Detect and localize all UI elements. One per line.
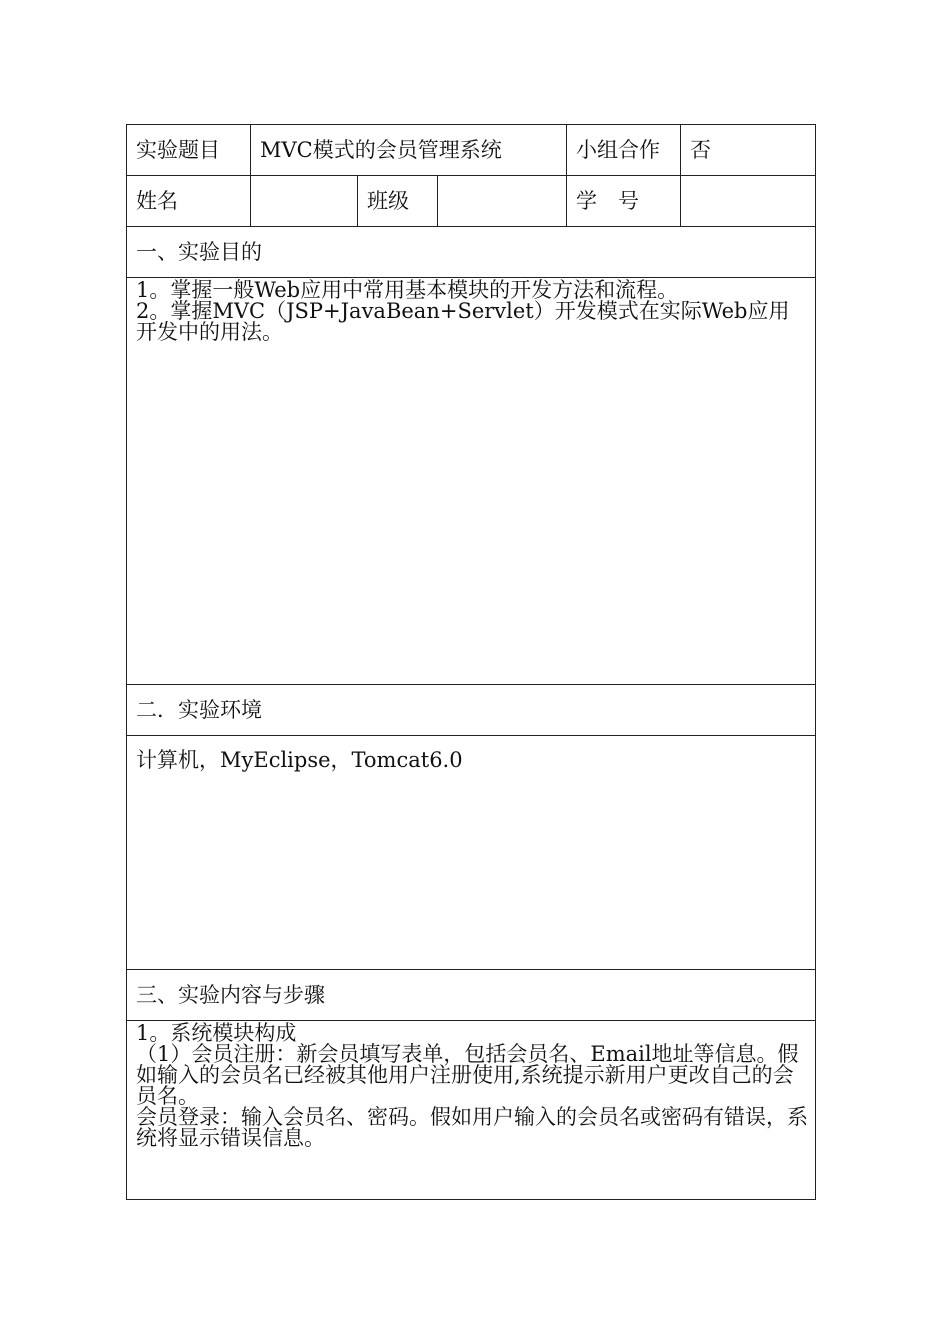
content-line-3: 会员登录：输入会员名、密码。假如用户输入的会员名或密码有错误，系统将显示错误信息。 bbox=[136, 1105, 808, 1150]
group-label: 小组合作 bbox=[567, 125, 681, 176]
content-heading-row bbox=[127, 970, 816, 1021]
experiment-report-form bbox=[126, 124, 815, 1200]
objective-body bbox=[127, 278, 816, 685]
environment-heading: 二．实验环境 bbox=[127, 685, 816, 736]
objective-heading: 一、实验目的 bbox=[127, 227, 816, 278]
title-row bbox=[127, 125, 816, 176]
student-info-row bbox=[127, 176, 816, 227]
objective-body-row bbox=[127, 278, 816, 685]
content-body-row bbox=[127, 1021, 816, 1200]
title-label: 实验题目 bbox=[127, 125, 251, 176]
class-label: 班级 bbox=[358, 176, 438, 227]
environment-body-row bbox=[127, 736, 816, 970]
group-value[interactable]: 否 bbox=[681, 125, 816, 176]
environment-body: 计算机，MyEclipse，Tomcat6.0 bbox=[127, 736, 816, 970]
class-value[interactable] bbox=[438, 176, 567, 227]
objective-line-2: 2。掌握MVC（JSP+JavaBean+Servlet）开发模式在实际Web应用开发中的用法。 bbox=[136, 299, 790, 344]
content-body bbox=[127, 1021, 816, 1200]
content-heading: 三、实验内容与步骤 bbox=[127, 970, 816, 1021]
content-line-2: （1）会员注册：新会员填写表单，包括会员名、Email地址等信息。假如输入的会员名已经被其他用户注册使用,系统提示新用户更改自己的会员名。 bbox=[136, 1042, 799, 1108]
objective-line-1: 1。掌握一般Web应用中常用基本模块的开发方法和流程。 bbox=[136, 278, 679, 302]
student-id-value[interactable] bbox=[681, 176, 816, 227]
content-line-1: 1。系统模块构成 bbox=[136, 1021, 297, 1045]
objective-heading-row bbox=[127, 227, 816, 278]
report-table bbox=[126, 124, 816, 1200]
environment-heading-row bbox=[127, 685, 816, 736]
student-id-label: 学 号 bbox=[567, 176, 681, 227]
name-label: 姓名 bbox=[127, 176, 251, 227]
title-value[interactable]: MVC模式的会员管理系统 bbox=[251, 125, 567, 176]
name-value[interactable] bbox=[251, 176, 358, 227]
